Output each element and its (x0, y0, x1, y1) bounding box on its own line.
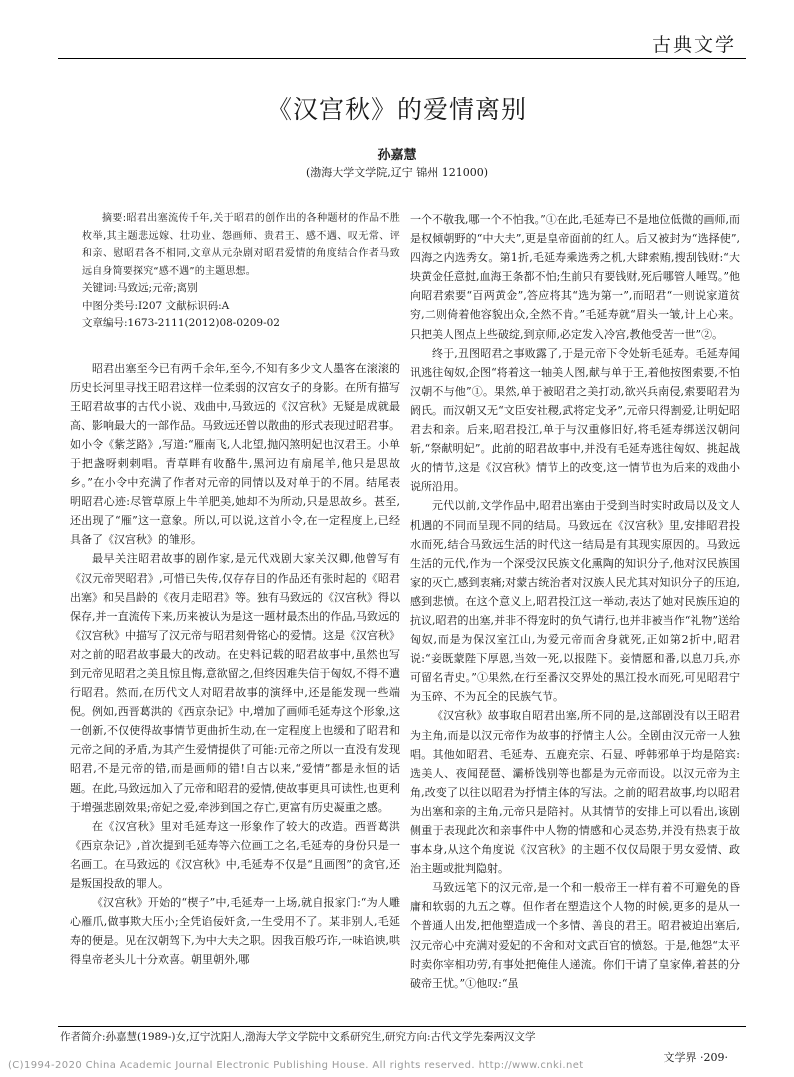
body-paragraph: 一个不敬我,哪一个不怕我。”①在此,毛延寿已不是地位低微的画师,而是权倾朝野的“中大夫”,更是皇帝面前的红人。后又被封为“选择使”,四海之内选秀女。第1折,毛延寿乘选秀之机,大肆索贿,搜刮钱财:“大块黄金任意挝,血海王条都不怕;生前只有要钱财,死后哪管人唾骂。”他向昭君索要“百两黄金”,答应将其“选为第一”,而昭君“一则说家道贫穷,二则倚着他容貌出众,全然不肯。”毛延寿就“眉头一皱,计上心来。只把美人图点上些破绽,到京师,必定发入冷宫,教他受苦一世”②。 (410, 213, 740, 341)
author-affiliation: (渤海大学文学院,辽宁 锦州 121000) (305, 166, 489, 179)
body-paragraph: 终于,丑图昭君之事败露了,于是元帝下令处斩毛延寿。毛延寿闻讯逃往匈奴,企图“将着这一轴美人图,献与单于王,着他按图索要,不怕汉朝不与他”①。果然,单于被昭君之美打动,欲兴兵南侵,索要昭君为阏氏。而汉朝又无“文臣安社稷,武将定戈矛”,元帝只得割爱,让明妃昭君去和亲。后来,昭君投江,单于与汉重修旧好,将毛延寿绑送汉朝问斩,“祭献明妃”。此前的昭君故事中,并没有毛延寿逃往匈奴、挑起战火的情节,这是《汉宫秋》情节上的改变,这一情节也为后来的戏曲小说所沿用。 (410, 346, 740, 494)
copyright-watermark: (C)1994-2020 China Academic Journal Electronic Publishing House. All rights reserved. http://www.cnki.net (8, 1060, 584, 1071)
footnote-rule (58, 1026, 746, 1027)
article-author: 孙嘉慧 (377, 148, 417, 163)
body-paragraph: 元代以前,文学作品中,昭君出塞由于受到当时实时政局以及文人机遇的不同而呈现不同的结局。马致远在《汉宫秋》里,安排昭君投水而死,结合马致远生活的时代这一结局是有其现实原因的。马致远生活的元代,作为一个深受汉民族文化熏陶的知识分子,他对汉民族国家的灭亡,感到衷痛;对蒙古统治者对汉族人民尤其对知识分子的压迫,感到悲愤。在这个意义上,昭君投江这一举动,表达了她对民族压迫的抗议,昭君的出塞,并非不得宠时的负气请行,也并非被当作“礼物”送给匈奴,而是为保汉室江山,为爱元帝而舍身就死,正如第2折中,昭君说:“妾既蒙陛下厚恩,当效一死,以报陛下。妾情愿和番,以息刀兵,亦可留名青史。”①果然,在行至番汉交界处的黑江投水而死,可见昭君宁为玉碎、不为瓦全的民族气节。 (410, 499, 740, 704)
body-paragraph: 《汉宫秋》开始的“楔子”中,毛延寿一上场,就自报家门:“为人雕心雁爪,做事欺大压小;全凭谄佞奸贪,一生受用不了。某非别人,毛延寿的便是。见在汉朝驾下,为中大夫之职。因我百般巧诈,一味谄谀,哄得皇帝老头儿十分欢喜。朝里朝外,哪 (70, 896, 400, 967)
article-title: 《汉宫秋》的爱情离别 (266, 95, 527, 124)
page-number: 文学界 ·209· (663, 1051, 728, 1064)
author-biography: 作者简介:孙嘉慧(1989-)女,辽宁沈阳人,渤海大学文学院中文系研究生,研究方向:古代文学先秦两汉文学 (60, 1031, 536, 1043)
abstract-block (70, 210, 400, 333)
classification-codes: 中图分类号:I207 文献标识码:A (82, 299, 230, 312)
abstract-text: 摘要:昭君出塞流传千年,关于昭君的创作出的各种题材的作品不胜枚举,其主题悲远嫁、壮功业、怨画师、贵君王、感不遇、叹无常、评和亲、慰昭君各不相同,文章从元杂剧对昭君爱情的角度结合作者马致远自身简要探究“感不遇”的主题思想。 (82, 213, 400, 277)
section-gap (70, 333, 400, 359)
article-number: 文章编号:1673-2111(2012)08-0209-02 (82, 317, 280, 329)
body-paragraph: 马致远笔下的汉元帝,是一个和一般帝王一样有着不可避免的昏庸和软弱的九五之尊。但作者在塑造这个人物的时候,更多的是从一个普通人出发,把他塑造成一个多情、善良的君王。昭君被迫出塞后,汉元帝心中充满对爱妃的不舍和对文武百官的愤怒。于是,他怨“太平时卖你宰相功劳,有事处把俺佳人递流。你们干请了皇家俸,着甚的分破帝王忧。”①他叹:“虽 (410, 881, 740, 990)
body-paragraph: 《汉宫秋》故事取自昭君出塞,所不同的是,这部剧没有以王昭君为主角,而是以汉元帝作为故事的抒情主人公。全剧由汉元帝一人独唱。其他如昭君、毛延寿、五鹿充宗、石显、呼韩邪单于均是陪宾:选美人、夜闻琵琶、灞桥饯别等也都是为元帝而设。以汉元帝为主角,改变了以往以昭君为抒情主体的写法。之前的昭君故事,均以昭君为出塞和亲的主角,元帝只是陪衬。从其情节的安排上可以看出,该剧侧重于表现此次和亲事件中人物的情感和心灵态势,并没有热衷于故事本身,从这个角度说《汉宫秋》的主题不仅仅局限于男女爱情、政治主题或批判隐射。 (410, 709, 740, 876)
left-column (70, 210, 400, 970)
header-rule (58, 58, 746, 59)
body-paragraph: 在《汉宫秋》里对毛延寿这一形象作了较大的改造。西晋葛洪《西京杂记》,首次提到毛延寿等六位画工之名,毛延寿的身份只是一名画工。在马致远的《汉宫秋》中,毛延寿不仅是“且画图”的贪官,还是叛国投敌的罪人。 (70, 819, 400, 891)
keywords: 关键词:马致远;元帝;离别 (82, 282, 198, 294)
right-column (410, 210, 740, 993)
body-paragraph: 昭君出塞至今已有两千余年,至今,不知有多少文人墨客在滚滚的历史长河里寻找王昭君这样一位柔弱的汉宫女子的身影。在所有描写王昭君故事的古代小说、戏曲中,马致远的《汉宫秋》无疑是成就最高、影响最大的一部作品。马致远还曾以散曲的形式表现过昭君事。如小令《紫芝路》,写道:“雁南飞,人北望,抛闪煞明妃也汉君王。小单于把盏呀剌剌唱。青草畔有收酪牛,黑河边有扇尾羊,他只是思故乡。”在小令中充满了作者对元帝的同情以及对单于的不屑。结尾表明昭君心迹:尽管草原上牛羊肥美,她却不为所动,只是思故乡。甚至,还出现了“雁”这一意象。所以,可以说,这首小令,在一定程度上,已经具备了《汉宫秋》的雏形。 (70, 361, 400, 547)
journal-section-label: 古典文学 (651, 34, 736, 56)
body-paragraph: 最早关注昭君故事的剧作家,是元代戏剧大家关汉卿,他曾写有《汉元帝哭昭君》,可惜已失传,仅存存目的作品还有张时起的《昭君出塞》和吴昌龄的《夜月走昭君》等。独有马致远的《汉宫秋》得以保存,并一直流传下来,历来被认为是这一题材最杰出的作品,马致远的《汉宫秋》中描写了汉元帝与昭君刻骨铭心的爱情。这是《汉宫秋》对之前的昭君故事最大的改动。在史料记载的昭君故事中,虽然也写到元帝见昭君之美且惊且悔,意欲留之,但终因难失信于匈奴,不得不遣行昭君。然而,在历代文人对昭君故事的演绎中,还是能发现一些端倪。例如,西晋葛洪的《西京杂记》中,增加了画师毛延寿这个形象,这一创新,不仅使得故事情节更曲折生动,在一定程度上也缓和了昭君和元帝之间的矛盾,为其产生爱情提供了可能:元帝之所以一直没有发现昭君,不是元帝的错,而是画师的错!自古以来,“爱情”都是永恒的话题。在此,马致远加入了元帝和昭君的爱情,使故事更具可读性,也更利于增强悲剧效果;帝妃之爱,牵涉到国之存亡,更富有历史凝重之感。 (70, 552, 400, 814)
